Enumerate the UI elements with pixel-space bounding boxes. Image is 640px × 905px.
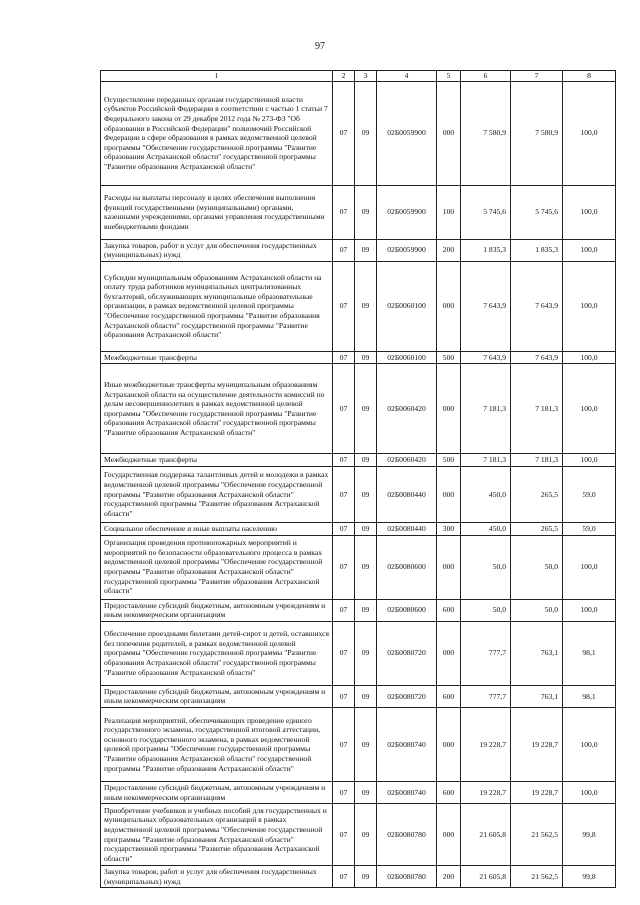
- row-description: Межбюджетные трансферты: [101, 454, 333, 467]
- row-section-code: 07: [333, 81, 355, 185]
- row-subsection-code: 09: [355, 866, 377, 888]
- row-section-code: 07: [333, 261, 355, 351]
- row-planned-amount: 450,0: [461, 522, 511, 535]
- row-expense-type: 200: [437, 239, 461, 261]
- row-percent: 100,0: [563, 81, 616, 185]
- row-expense-type: 500: [437, 351, 461, 364]
- row-percent: 100,0: [563, 599, 616, 621]
- row-section-code: 07: [333, 621, 355, 685]
- row-description: Государственная поддержка талантливых детей и молодежи в рамках ведомственной целевой программы "Обеспечение государственной программы "Развитие образования Астраханской области" государственной программы "Развитие образования Астраханской области": [101, 466, 333, 522]
- row-section-code: 07: [333, 685, 355, 707]
- row-description: Организация проведения противопожарных мероприятий и мероприятий по безопасности образовательного процесса в рамках ведомственной целевой программы "Обеспечение государственной программы "Развитие образования Астраханской области" государственной программы "Развитие образования Астраханской области": [101, 535, 333, 599]
- row-subsection-code: 09: [355, 707, 377, 781]
- row-percent: 99,8: [563, 804, 616, 866]
- row-description: Приобретение учебников и учебных пособий для государственных и муниципальных образовательных организаций в рамках ведомственной целевой программы "Обеспечение государственной программы "Развитие образования Астраханской области" государственной программы "Развитие образования Астраханской области": [101, 804, 333, 866]
- row-subsection-code: 09: [355, 364, 377, 454]
- row-expense-type: 000: [437, 535, 461, 599]
- row-target-code: 02Б0059900: [377, 81, 437, 185]
- column-header: 2: [333, 71, 355, 82]
- row-target-code: 02Б0059900: [377, 185, 437, 239]
- row-expense-type: 200: [437, 866, 461, 888]
- row-actual-amount: 1 835,3: [511, 239, 563, 261]
- row-section-code: 07: [333, 599, 355, 621]
- row-subsection-code: 09: [355, 781, 377, 803]
- table-row: [101, 707, 616, 781]
- row-percent: 100,0: [563, 781, 616, 803]
- row-percent: 100,0: [563, 707, 616, 781]
- row-planned-amount: 19 228,7: [461, 707, 511, 781]
- row-planned-amount: 7 181,3: [461, 454, 511, 467]
- row-expense-type: 000: [437, 804, 461, 866]
- table-row: [101, 351, 616, 364]
- row-expense-type: 600: [437, 685, 461, 707]
- row-expense-type: 100: [437, 185, 461, 239]
- row-subsection-code: 09: [355, 185, 377, 239]
- row-expense-type: 000: [437, 81, 461, 185]
- table-row: [101, 522, 616, 535]
- row-expense-type: 600: [437, 599, 461, 621]
- table-header: [101, 71, 616, 82]
- table-row: [101, 866, 616, 888]
- row-planned-amount: 21 605,8: [461, 804, 511, 866]
- row-actual-amount: 19 228,7: [511, 781, 563, 803]
- row-section-code: 07: [333, 522, 355, 535]
- table-row: [101, 599, 616, 621]
- row-planned-amount: 7 643,9: [461, 261, 511, 351]
- row-target-code: 02Б0060420: [377, 364, 437, 454]
- row-actual-amount: 7 643,9: [511, 351, 563, 364]
- table-body: [101, 81, 616, 888]
- row-expense-type: 600: [437, 781, 461, 803]
- column-header: 8: [563, 71, 616, 82]
- row-description: Предоставление субсидий бюджетным, автономным учреждениям и иным некоммерческим организациям: [101, 685, 333, 707]
- row-description: Обеспечение проездными билетами детей-сирот и детей, оставшихся без попечения родителей, в рамках ведомственной целевой программы "Обеспечение государственной программы "Развитие образования Астраханской области" государственной программы "Развитие образования Астраханской области": [101, 621, 333, 685]
- row-actual-amount: 7 643,9: [511, 261, 563, 351]
- table-row: [101, 621, 616, 685]
- row-target-code: 02Б0080720: [377, 621, 437, 685]
- row-target-code: 02Б0080740: [377, 781, 437, 803]
- row-actual-amount: 763,1: [511, 621, 563, 685]
- row-subsection-code: 09: [355, 804, 377, 866]
- table-row: [101, 185, 616, 239]
- table-row: [101, 364, 616, 454]
- budget-table: [100, 70, 616, 888]
- row-planned-amount: 777,7: [461, 685, 511, 707]
- table-row: [101, 466, 616, 522]
- row-actual-amount: 5 745,6: [511, 185, 563, 239]
- row-actual-amount: 19 228,7: [511, 707, 563, 781]
- row-subsection-code: 09: [355, 621, 377, 685]
- row-section-code: 07: [333, 185, 355, 239]
- row-planned-amount: 21 605,8: [461, 866, 511, 888]
- row-subsection-code: 09: [355, 261, 377, 351]
- row-planned-amount: 7 181,3: [461, 364, 511, 454]
- row-target-code: 02Б0059900: [377, 239, 437, 261]
- row-section-code: 07: [333, 466, 355, 522]
- row-percent: 98,1: [563, 685, 616, 707]
- row-subsection-code: 09: [355, 351, 377, 364]
- row-description: Закупка товаров, работ и услуг для обеспечения государственных (муниципальных) нужд: [101, 866, 333, 888]
- row-actual-amount: 7 181,3: [511, 364, 563, 454]
- row-actual-amount: 763,1: [511, 685, 563, 707]
- row-percent: 100,0: [563, 239, 616, 261]
- row-target-code: 02Б0060100: [377, 261, 437, 351]
- table-row: [101, 261, 616, 351]
- column-header: 7: [511, 71, 563, 82]
- row-subsection-code: 09: [355, 599, 377, 621]
- row-percent: 100,0: [563, 535, 616, 599]
- table-row: [101, 685, 616, 707]
- row-subsection-code: 09: [355, 685, 377, 707]
- table-row: [101, 804, 616, 866]
- row-description: Предоставление субсидий бюджетным, автономным учреждениям и иным некоммерческим организациям: [101, 781, 333, 803]
- row-percent: 59,0: [563, 466, 616, 522]
- row-description: Расходы на выплаты персоналу в целях обеспечения выполнения функций государственными (муниципальными) органами, казенными учреждениями, органами управления государственными внебюджетными фондами: [101, 185, 333, 239]
- row-target-code: 02Б0080780: [377, 866, 437, 888]
- row-section-code: 07: [333, 364, 355, 454]
- row-actual-amount: 265,5: [511, 466, 563, 522]
- row-planned-amount: 1 835,3: [461, 239, 511, 261]
- row-percent: 100,0: [563, 364, 616, 454]
- row-actual-amount: 265,5: [511, 522, 563, 535]
- row-planned-amount: 7 580,9: [461, 81, 511, 185]
- row-percent: 98,1: [563, 621, 616, 685]
- row-actual-amount: 50,0: [511, 535, 563, 599]
- column-header: 5: [437, 71, 461, 82]
- row-planned-amount: 19 228,7: [461, 781, 511, 803]
- row-target-code: 02Б0060100: [377, 351, 437, 364]
- row-actual-amount: 50,0: [511, 599, 563, 621]
- row-description: Реализация мероприятий, обеспечивающих проведение единого государственного экзамена, государственной итоговой аттестации, основного государственного экзамена, в рамках ведомственной целевой программы "Обеспечение государственной программы "Развитие образования Астраханской области" государственной программы "Развитие образования Астраханской области": [101, 707, 333, 781]
- row-target-code: 02Б0080600: [377, 535, 437, 599]
- table-row: [101, 239, 616, 261]
- row-section-code: 07: [333, 351, 355, 364]
- row-percent: 100,0: [563, 185, 616, 239]
- row-planned-amount: 450,0: [461, 466, 511, 522]
- row-description: Межбюджетные трансферты: [101, 351, 333, 364]
- row-description: Социальное обеспечение и иные выплаты населению: [101, 522, 333, 535]
- column-header: 6: [461, 71, 511, 82]
- column-header: 3: [355, 71, 377, 82]
- row-expense-type: 300: [437, 522, 461, 535]
- row-expense-type: 000: [437, 364, 461, 454]
- row-expense-type: 000: [437, 707, 461, 781]
- table-row: [101, 81, 616, 185]
- row-percent: 99,8: [563, 866, 616, 888]
- row-planned-amount: 50,0: [461, 535, 511, 599]
- row-planned-amount: 50,0: [461, 599, 511, 621]
- row-section-code: 07: [333, 454, 355, 467]
- row-target-code: 02Б0080440: [377, 522, 437, 535]
- row-target-code: 02Б0080780: [377, 804, 437, 866]
- row-subsection-code: 09: [355, 239, 377, 261]
- row-percent: 100,0: [563, 351, 616, 364]
- column-header: 1: [101, 71, 333, 82]
- row-planned-amount: 5 745,6: [461, 185, 511, 239]
- row-subsection-code: 09: [355, 454, 377, 467]
- row-target-code: 02Б0080740: [377, 707, 437, 781]
- row-description: Предоставление субсидий бюджетным, автономным учреждениям и иным некоммерческим организациям: [101, 599, 333, 621]
- row-section-code: 07: [333, 804, 355, 866]
- row-percent: 59,0: [563, 522, 616, 535]
- row-actual-amount: 7 580,9: [511, 81, 563, 185]
- row-section-code: 07: [333, 866, 355, 888]
- row-description: Иные межбюджетные трансферты муниципальным образованиям Астраханской области на осуществление деятельности комиссий по делам несовершеннолетних в рамках ведомственной целевой программы "Обеспечение государственной программы "Развитие образования Астраханской области" государственной программы "Развитие образования Астраханской области": [101, 364, 333, 454]
- row-planned-amount: 777,7: [461, 621, 511, 685]
- row-subsection-code: 09: [355, 466, 377, 522]
- row-section-code: 07: [333, 535, 355, 599]
- table-row: [101, 781, 616, 803]
- table-row: [101, 454, 616, 467]
- row-expense-type: 500: [437, 454, 461, 467]
- row-actual-amount: 7 181,3: [511, 454, 563, 467]
- row-target-code: 02Б0060420: [377, 454, 437, 467]
- row-target-code: 02Б0080720: [377, 685, 437, 707]
- row-target-code: 02Б0080600: [377, 599, 437, 621]
- row-percent: 100,0: [563, 454, 616, 467]
- row-subsection-code: 09: [355, 535, 377, 599]
- row-subsection-code: 09: [355, 522, 377, 535]
- row-actual-amount: 21 562,5: [511, 866, 563, 888]
- row-description: Субсидии муниципальным образованиям Астраханской области на оплату труда работников муниципальных централизованных бухгалтерий, обслуживающих муниципальные образовательные организации, в рамках ведомственной целевой программы "Обеспечение государственной программы "Развитие образования Астраханской области" государственной программы "Развитие образования Астраханской области": [101, 261, 333, 351]
- row-section-code: 07: [333, 781, 355, 803]
- row-actual-amount: 21 562,5: [511, 804, 563, 866]
- page-number: 97: [315, 41, 325, 52]
- column-header: 4: [377, 71, 437, 82]
- row-percent: 100,0: [563, 261, 616, 351]
- row-description: Осуществление переданных органам государственной власти субъектов Российской Федерации в соответствии с частью 1 статьи 7 Федерального закона от 29 декабря 2012 года № 273-ФЗ "Об образовании в Российской Федерации" полномочий Российской Федерации в сфере образования в рамках ведомственной целевой программы "Обеспечение государственной программы "Развитие образования Астраханской области" государственной программы "Развитие образования Астраханской области": [101, 81, 333, 185]
- row-description: Закупка товаров, работ и услуг для обеспечения государственных (муниципальных) нужд: [101, 239, 333, 261]
- row-planned-amount: 7 643,9: [461, 351, 511, 364]
- row-expense-type: 000: [437, 466, 461, 522]
- row-section-code: 07: [333, 707, 355, 781]
- row-section-code: 07: [333, 239, 355, 261]
- row-target-code: 02Б0080440: [377, 466, 437, 522]
- row-expense-type: 000: [437, 261, 461, 351]
- row-subsection-code: 09: [355, 81, 377, 185]
- table-row: [101, 535, 616, 599]
- row-expense-type: 000: [437, 621, 461, 685]
